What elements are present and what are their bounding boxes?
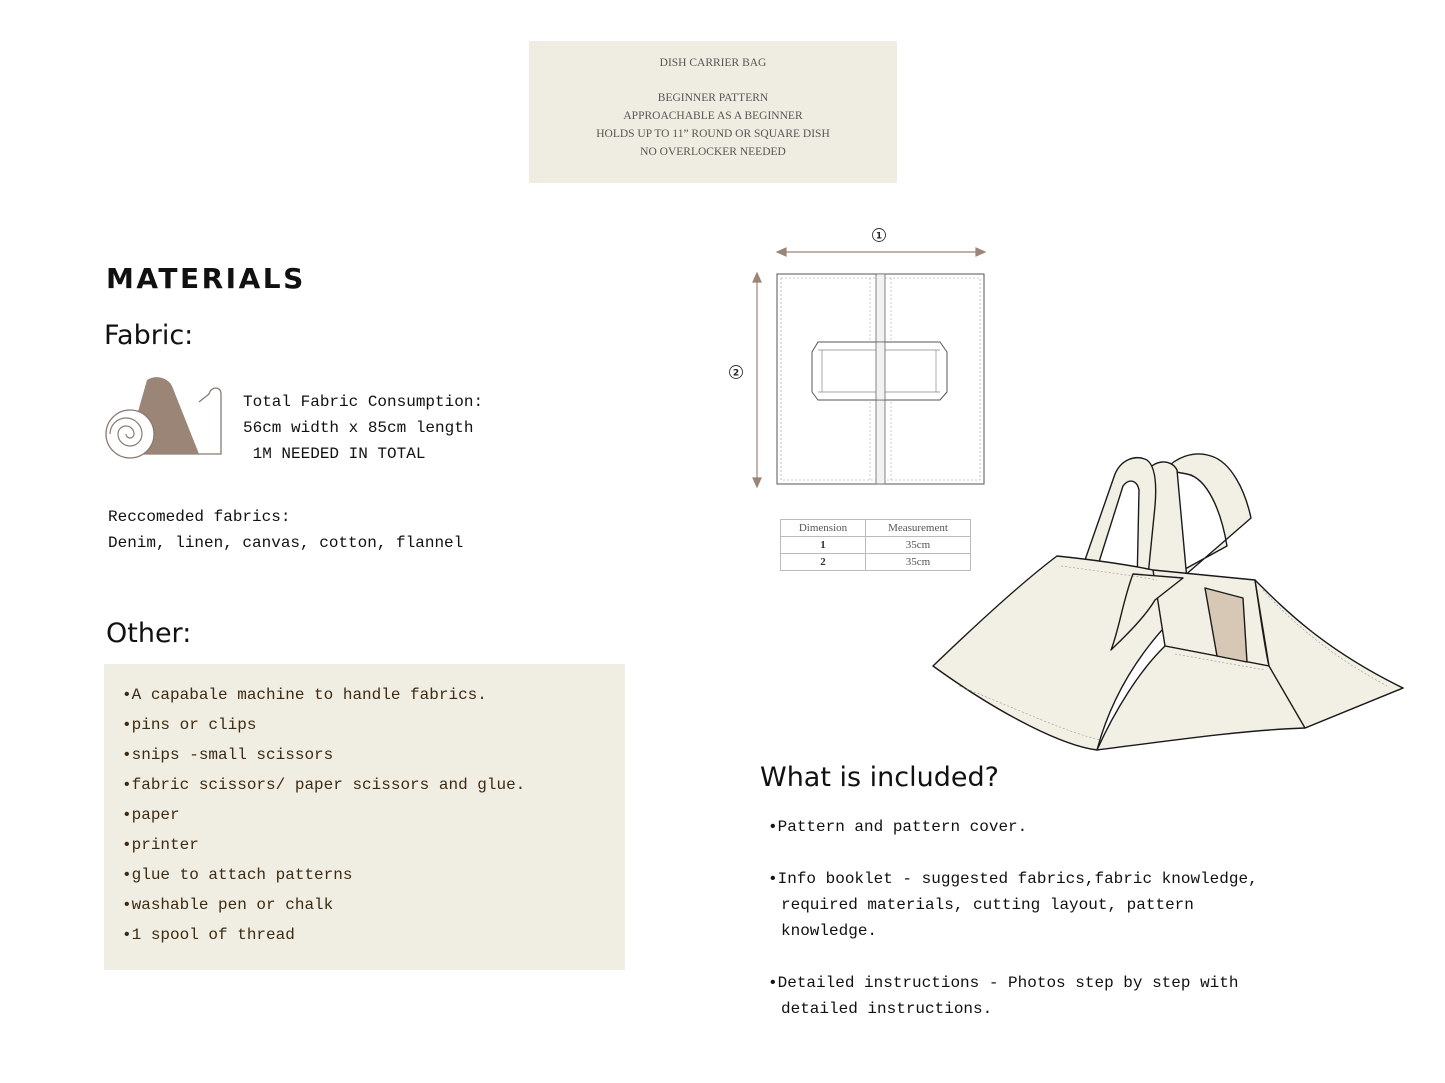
list-item: •glue to attach patterns xyxy=(122,866,353,884)
list-item: •printer xyxy=(122,836,199,854)
list-item-continued: detailed instructions. xyxy=(781,1000,993,1018)
info-line: NO OVERLOCKER NEEDED xyxy=(640,146,786,158)
table-cell: 35cm xyxy=(866,537,971,554)
list-item-continued: knowledge. xyxy=(781,922,878,940)
fabric-heading: Fabric: xyxy=(104,320,194,351)
recommended-fabrics-list: Denim, linen, canvas, cotton, flannel xyxy=(108,534,464,552)
other-materials-list xyxy=(104,664,625,970)
other-heading: Other: xyxy=(106,618,192,649)
list-item: •Info booklet - suggested fabrics,fabric knowledge, xyxy=(768,870,1258,888)
recommended-fabrics-label: Reccomeded fabrics: xyxy=(108,508,291,526)
list-item: •washable pen or chalk xyxy=(122,896,334,914)
list-item: •Detailed instructions - Photos step by step with xyxy=(768,974,1239,992)
table-header: Measurement xyxy=(866,520,971,537)
list-item: •A capabale machine to handle fabrics. xyxy=(122,686,487,704)
list-item: •1 spool of thread xyxy=(122,926,295,944)
list-item: •paper xyxy=(122,806,180,824)
table-cell: 35cm xyxy=(866,554,971,571)
bag-illustration xyxy=(925,450,1410,755)
fabric-consumption-label: Total Fabric Consumption: xyxy=(243,393,484,411)
list-item: •pins or clips xyxy=(122,716,257,734)
pattern-title: DISH CARRIER BAG xyxy=(659,57,767,69)
list-item-continued: required materials, cutting layout, pattern xyxy=(781,896,1194,914)
list-item: •snips -small scissors xyxy=(122,746,334,764)
table-cell: 2 xyxy=(781,554,866,571)
fabric-total: 1M NEEDED IN TOTAL xyxy=(243,445,426,463)
fabric-roll-icon xyxy=(100,372,228,464)
list-item: •fabric scissors/ paper scissors and glue. xyxy=(122,776,526,794)
svg-text:1: 1 xyxy=(875,231,883,242)
included-heading: What is included? xyxy=(760,762,999,793)
dimension-marker-2 xyxy=(730,366,743,379)
info-line: HOLDS UP TO 11” ROUND OR SQUARE DISH xyxy=(596,128,830,140)
list-item: •Pattern and pattern cover. xyxy=(768,818,1028,836)
svg-text:2: 2 xyxy=(732,368,740,379)
fabric-dimensions: 56cm width x 85cm length xyxy=(243,419,474,437)
materials-heading: MATERIALS xyxy=(106,262,306,295)
info-line: BEGINNER PATTERN xyxy=(657,92,769,104)
dimension-marker-1 xyxy=(873,229,886,242)
pattern-info-box xyxy=(529,41,897,183)
table-cell: 1 xyxy=(781,537,866,554)
info-line: APPROACHABLE AS A BEGINNER xyxy=(623,110,803,122)
table-header: Dimension xyxy=(781,520,866,537)
